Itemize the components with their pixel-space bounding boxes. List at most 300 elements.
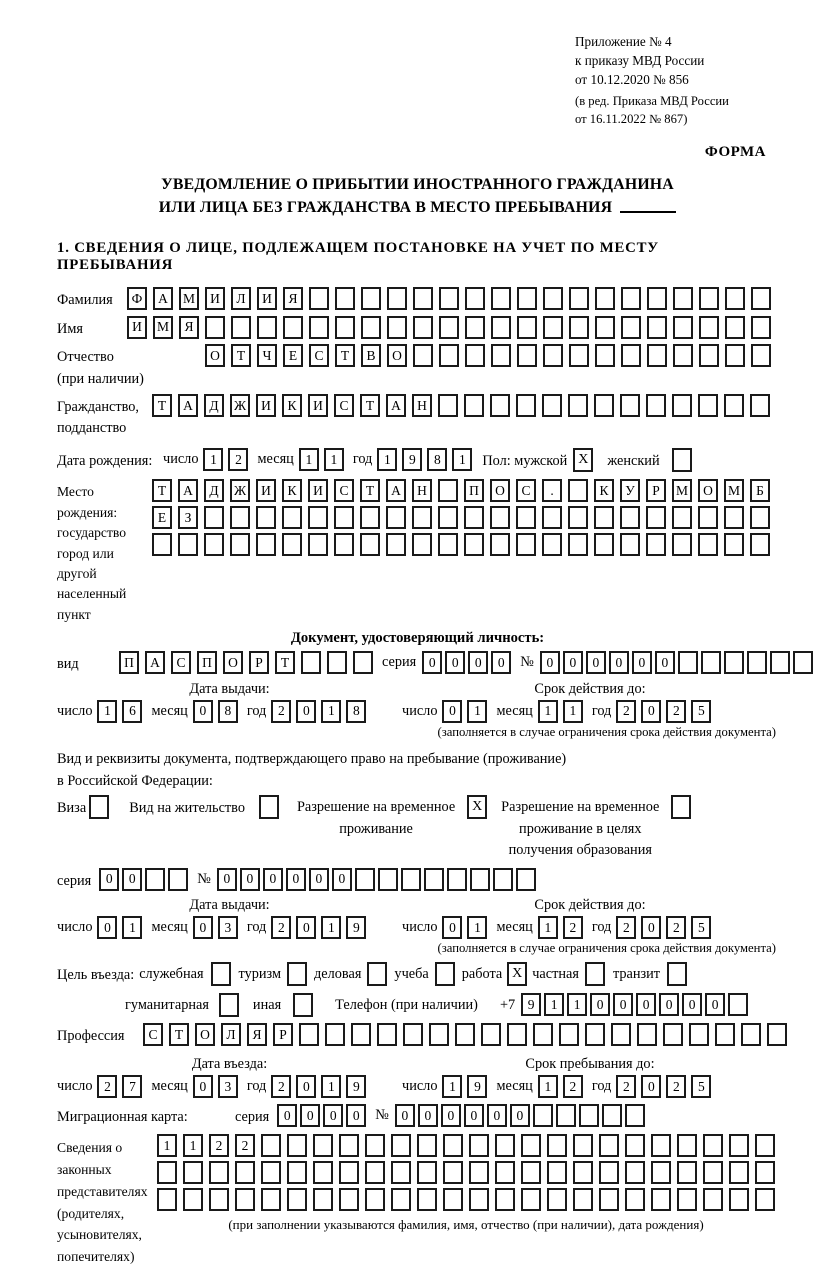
representatives-row2-cells-cell[interactable] bbox=[209, 1161, 229, 1184]
purpose-official-checkbox-cell[interactable] bbox=[211, 962, 231, 986]
given-name-cells-cell[interactable] bbox=[231, 316, 251, 339]
representatives-row2-cells-cell[interactable] bbox=[703, 1161, 723, 1184]
purpose-private-checkbox-cell[interactable] bbox=[585, 962, 605, 986]
citizenship-cells-cell[interactable]: К bbox=[282, 394, 302, 417]
purpose-tourism-checkbox-cell[interactable] bbox=[287, 962, 307, 986]
birth-place-row2-cells-cell[interactable]: Е bbox=[152, 506, 172, 529]
birth-place-row1-cells-cell[interactable]: Т bbox=[360, 479, 380, 502]
sex-male-checkbox-cell[interactable]: X bbox=[573, 448, 593, 472]
representatives-row3-cells-cell[interactable] bbox=[339, 1188, 359, 1211]
birth-place-row1-cells-cell[interactable]: О bbox=[490, 479, 510, 502]
purpose-business-checkbox-cell[interactable] bbox=[367, 962, 387, 986]
birth-place-row1-cells-cell[interactable]: С bbox=[516, 479, 536, 502]
purpose-work-checkbox-cell[interactable]: X bbox=[507, 962, 527, 986]
migration-card-series-cells-cell[interactable]: 0 bbox=[346, 1104, 366, 1127]
patronymic-cells-cell[interactable] bbox=[673, 344, 693, 367]
given-name-cells-cell[interactable] bbox=[543, 316, 563, 339]
profession-cells-cell[interactable] bbox=[715, 1023, 735, 1046]
citizenship-cells-cell[interactable] bbox=[438, 394, 458, 417]
birth-place-row1-cells-cell[interactable]: М bbox=[724, 479, 744, 502]
representatives-row1-cells-cell[interactable] bbox=[339, 1134, 359, 1157]
patronymic-cells-cell[interactable]: О bbox=[205, 344, 225, 367]
identity-doc-series-cells-cell[interactable]: 0 bbox=[422, 651, 442, 674]
stay-doc-number-cells-cell[interactable]: 0 bbox=[263, 868, 283, 891]
representatives-row2-cells-cell[interactable] bbox=[287, 1161, 307, 1184]
given-name-cells-cell[interactable] bbox=[751, 316, 771, 339]
patronymic-cells-cell[interactable] bbox=[517, 344, 537, 367]
profession-cells-cell[interactable] bbox=[325, 1023, 345, 1046]
birth-place-row1-cells-cell[interactable]: Ж bbox=[230, 479, 250, 502]
identity-doc-issue-date-year-cell[interactable]: 2 bbox=[271, 700, 291, 723]
representatives-row1-cells-cell[interactable] bbox=[547, 1134, 567, 1157]
birth-place-row3-cells-cell[interactable] bbox=[750, 533, 770, 556]
representatives-row3-cells-cell[interactable] bbox=[599, 1188, 619, 1211]
identity-doc-valid-date-year-cell[interactable]: 2 bbox=[666, 700, 686, 723]
sex-female-checkbox-cell[interactable] bbox=[672, 448, 692, 472]
identity-doc-valid-date-day-cell[interactable]: 0 bbox=[442, 700, 462, 723]
representatives-row1-cells-cell[interactable]: 2 bbox=[209, 1134, 229, 1157]
stay-doc-valid-date-month-cell[interactable]: 2 bbox=[563, 916, 583, 939]
birth-place-row1-cells-cell[interactable]: О bbox=[698, 479, 718, 502]
birth-place-row2-cells-cell[interactable] bbox=[568, 506, 588, 529]
birth-place-row1-cells-cell[interactable]: К bbox=[594, 479, 614, 502]
profession-cells-cell[interactable] bbox=[611, 1023, 631, 1046]
migration-card-number-cells-cell[interactable]: 0 bbox=[418, 1104, 438, 1127]
surname-cells-cell[interactable]: М bbox=[179, 287, 199, 310]
birth-place-row3-cells-cell[interactable] bbox=[282, 533, 302, 556]
entry-date-group-year-cell[interactable]: 0 bbox=[296, 1075, 316, 1098]
identity-doc-issue-date-day-cell[interactable]: 1 bbox=[97, 700, 117, 723]
birth-place-row2-cells-cell[interactable] bbox=[230, 506, 250, 529]
stay-until-date-group-day-cell[interactable]: 9 bbox=[467, 1075, 487, 1098]
birth-date-group-year-cell[interactable]: 1 bbox=[452, 448, 472, 471]
identity-doc-valid-date-month-cell[interactable]: 1 bbox=[563, 700, 583, 723]
profession-cells-cell[interactable] bbox=[429, 1023, 449, 1046]
surname-cells-cell[interactable] bbox=[439, 287, 459, 310]
birth-date-group-day-cell[interactable]: 2 bbox=[228, 448, 248, 471]
representatives-row3-cells-cell[interactable] bbox=[313, 1188, 333, 1211]
phone-cells-cell[interactable]: 1 bbox=[567, 993, 587, 1016]
representatives-row3-cells-cell[interactable] bbox=[677, 1188, 697, 1211]
stay-doc-number-cells-cell[interactable]: 0 bbox=[217, 868, 237, 891]
surname-cells-cell[interactable] bbox=[309, 287, 329, 310]
representatives-row2-cells-cell[interactable] bbox=[729, 1161, 749, 1184]
identity-doc-issue-date-month-cell[interactable]: 8 bbox=[218, 700, 238, 723]
birth-place-row2-cells-cell[interactable] bbox=[412, 506, 432, 529]
stay-doc-number-cells-cell[interactable] bbox=[493, 868, 513, 891]
profession-cells-cell[interactable]: Я bbox=[247, 1023, 267, 1046]
surname-cells-cell[interactable] bbox=[647, 287, 667, 310]
identity-doc-number-cells-cell[interactable] bbox=[747, 651, 767, 674]
birth-place-row2-cells-cell[interactable] bbox=[672, 506, 692, 529]
given-name-cells-cell[interactable]: Я bbox=[179, 316, 199, 339]
citizenship-cells-cell[interactable] bbox=[646, 394, 666, 417]
birth-place-row2-cells-cell[interactable] bbox=[256, 506, 276, 529]
birth-place-row2-cells-cell[interactable] bbox=[334, 506, 354, 529]
representatives-row1-cells-cell[interactable]: 2 bbox=[235, 1134, 255, 1157]
representatives-row2-cells-cell[interactable] bbox=[313, 1161, 333, 1184]
surname-cells-cell[interactable]: Ф bbox=[127, 287, 147, 310]
identity-doc-number-cells-cell[interactable]: 0 bbox=[655, 651, 675, 674]
stay-doc-issue-date-day-cell[interactable]: 1 bbox=[122, 916, 142, 939]
given-name-cells-cell[interactable] bbox=[491, 316, 511, 339]
given-name-cells-cell[interactable] bbox=[569, 316, 589, 339]
patronymic-cells-cell[interactable] bbox=[413, 344, 433, 367]
birth-place-row3-cells-cell[interactable] bbox=[698, 533, 718, 556]
birth-place-row2-cells-cell[interactable] bbox=[282, 506, 302, 529]
birth-date-group-month-cell[interactable]: 1 bbox=[299, 448, 319, 471]
representatives-row1-cells-cell[interactable]: 1 bbox=[157, 1134, 177, 1157]
birth-place-row1-cells-cell[interactable]: Р bbox=[646, 479, 666, 502]
identity-doc-type-cells-cell[interactable]: Р bbox=[249, 651, 269, 674]
identity-doc-type-cells-cell[interactable]: А bbox=[145, 651, 165, 674]
birth-date-group-month-cell[interactable]: 1 bbox=[324, 448, 344, 471]
birth-place-row1-cells-cell[interactable]: Б bbox=[750, 479, 770, 502]
birth-place-row2-cells-cell[interactable] bbox=[516, 506, 536, 529]
given-name-cells-cell[interactable] bbox=[699, 316, 719, 339]
citizenship-cells-cell[interactable] bbox=[568, 394, 588, 417]
given-name-cells-cell[interactable]: М bbox=[153, 316, 173, 339]
identity-doc-valid-date-year-cell[interactable]: 2 bbox=[616, 700, 636, 723]
citizenship-cells-cell[interactable] bbox=[464, 394, 484, 417]
given-name-cells-cell[interactable] bbox=[413, 316, 433, 339]
identity-doc-valid-date-year-cell[interactable]: 0 bbox=[641, 700, 661, 723]
migration-card-number-cells-cell[interactable]: 0 bbox=[441, 1104, 461, 1127]
profession-cells-cell[interactable] bbox=[481, 1023, 501, 1046]
stay-until-date-group-year-cell[interactable]: 0 bbox=[641, 1075, 661, 1098]
migration-card-number-cells-cell[interactable]: 0 bbox=[510, 1104, 530, 1127]
identity-doc-type-cells-cell[interactable] bbox=[327, 651, 347, 674]
birth-place-row3-cells-cell[interactable] bbox=[724, 533, 744, 556]
stay-doc-issue-date-year-cell[interactable]: 9 bbox=[346, 916, 366, 939]
profession-cells-cell[interactable] bbox=[559, 1023, 579, 1046]
identity-doc-number-cells-cell[interactable] bbox=[770, 651, 790, 674]
birth-place-row1-cells-cell[interactable]: П bbox=[464, 479, 484, 502]
representatives-row2-cells-cell[interactable] bbox=[495, 1161, 515, 1184]
representatives-row1-cells-cell[interactable] bbox=[495, 1134, 515, 1157]
profession-cells-cell[interactable] bbox=[377, 1023, 397, 1046]
patronymic-cells-cell[interactable] bbox=[595, 344, 615, 367]
patronymic-cells-cell[interactable]: В bbox=[361, 344, 381, 367]
birth-place-row3-cells-cell[interactable] bbox=[230, 533, 250, 556]
stay-doc-number-cells-cell[interactable] bbox=[378, 868, 398, 891]
phone-cells-cell[interactable]: 0 bbox=[636, 993, 656, 1016]
birth-place-row3-cells-cell[interactable] bbox=[464, 533, 484, 556]
patronymic-cells-cell[interactable] bbox=[569, 344, 589, 367]
profession-cells-cell[interactable]: Т bbox=[169, 1023, 189, 1046]
stay-doc-valid-date-month-cell[interactable]: 1 bbox=[538, 916, 558, 939]
profession-cells-cell[interactable] bbox=[403, 1023, 423, 1046]
identity-doc-number-cells-cell[interactable] bbox=[724, 651, 744, 674]
profession-cells-cell[interactable]: С bbox=[143, 1023, 163, 1046]
given-name-cells-cell[interactable] bbox=[439, 316, 459, 339]
migration-card-number-cells-cell[interactable]: 0 bbox=[464, 1104, 484, 1127]
stay-doc-number-cells-cell[interactable] bbox=[516, 868, 536, 891]
stay-doc-issue-date-month-cell[interactable]: 3 bbox=[218, 916, 238, 939]
given-name-cells-cell[interactable] bbox=[621, 316, 641, 339]
citizenship-cells-cell[interactable]: А bbox=[178, 394, 198, 417]
edu-residence-checkbox-cell[interactable] bbox=[671, 795, 691, 819]
profession-cells-cell[interactable] bbox=[455, 1023, 475, 1046]
identity-doc-valid-date-day-cell[interactable]: 1 bbox=[467, 700, 487, 723]
birth-date-group-year-cell[interactable]: 8 bbox=[427, 448, 447, 471]
representatives-row3-cells-cell[interactable] bbox=[391, 1188, 411, 1211]
birth-place-row1-cells-cell[interactable]: А bbox=[178, 479, 198, 502]
patronymic-cells-cell[interactable]: О bbox=[387, 344, 407, 367]
stay-doc-issue-date-year-cell[interactable]: 1 bbox=[321, 916, 341, 939]
entry-date-group-month-cell[interactable]: 0 bbox=[193, 1075, 213, 1098]
patronymic-cells-cell[interactable]: Т bbox=[335, 344, 355, 367]
phone-cells-cell[interactable]: 0 bbox=[705, 993, 725, 1016]
birth-place-row3-cells-cell[interactable] bbox=[672, 533, 692, 556]
representatives-row2-cells-cell[interactable] bbox=[183, 1161, 203, 1184]
birth-place-row2-cells-cell[interactable] bbox=[750, 506, 770, 529]
representatives-row3-cells-cell[interactable] bbox=[469, 1188, 489, 1211]
representatives-row1-cells-cell[interactable] bbox=[469, 1134, 489, 1157]
patronymic-cells-cell[interactable] bbox=[543, 344, 563, 367]
surname-cells-cell[interactable] bbox=[517, 287, 537, 310]
birth-place-row3-cells-cell[interactable] bbox=[152, 533, 172, 556]
representatives-row1-cells-cell[interactable] bbox=[365, 1134, 385, 1157]
representatives-row3-cells-cell[interactable] bbox=[625, 1188, 645, 1211]
birth-date-group-year-cell[interactable]: 1 bbox=[377, 448, 397, 471]
representatives-row2-cells-cell[interactable] bbox=[157, 1161, 177, 1184]
citizenship-cells-cell[interactable] bbox=[620, 394, 640, 417]
stay-doc-valid-date-year-cell[interactable]: 2 bbox=[666, 916, 686, 939]
birth-place-row3-cells-cell[interactable] bbox=[646, 533, 666, 556]
surname-cells-cell[interactable]: Л bbox=[231, 287, 251, 310]
identity-doc-type-cells-cell[interactable] bbox=[353, 651, 373, 674]
birth-place-row2-cells-cell[interactable] bbox=[464, 506, 484, 529]
phone-cells-cell[interactable]: 9 bbox=[521, 993, 541, 1016]
birth-place-row3-cells-cell[interactable] bbox=[178, 533, 198, 556]
given-name-cells-cell[interactable] bbox=[309, 316, 329, 339]
citizenship-cells-cell[interactable] bbox=[516, 394, 536, 417]
representatives-row3-cells-cell[interactable] bbox=[157, 1188, 177, 1211]
given-name-cells-cell[interactable] bbox=[647, 316, 667, 339]
stay-doc-valid-date-year-cell[interactable]: 5 bbox=[691, 916, 711, 939]
representatives-row2-cells-cell[interactable] bbox=[339, 1161, 359, 1184]
surname-cells-cell[interactable]: И bbox=[257, 287, 277, 310]
patronymic-cells-cell[interactable] bbox=[465, 344, 485, 367]
stay-doc-valid-date-day-cell[interactable]: 1 bbox=[467, 916, 487, 939]
birth-place-row2-cells-cell[interactable] bbox=[308, 506, 328, 529]
identity-doc-valid-date-year-cell[interactable]: 5 bbox=[691, 700, 711, 723]
representatives-row3-cells-cell[interactable] bbox=[287, 1188, 307, 1211]
citizenship-cells-cell[interactable]: Т bbox=[152, 394, 172, 417]
migration-card-number-cells-cell[interactable] bbox=[579, 1104, 599, 1127]
visa-checkbox-cell[interactable] bbox=[89, 795, 109, 819]
surname-cells-cell[interactable] bbox=[413, 287, 433, 310]
phone-cells-cell[interactable]: 0 bbox=[613, 993, 633, 1016]
identity-doc-number-cells-cell[interactable] bbox=[678, 651, 698, 674]
identity-doc-issue-date-year-cell[interactable]: 0 bbox=[296, 700, 316, 723]
representatives-row1-cells-cell[interactable]: 1 bbox=[183, 1134, 203, 1157]
birth-place-row1-cells-cell[interactable]: . bbox=[542, 479, 562, 502]
representatives-row2-cells-cell[interactable] bbox=[365, 1161, 385, 1184]
stay-doc-number-cells-cell[interactable] bbox=[401, 868, 421, 891]
profession-cells-cell[interactable] bbox=[689, 1023, 709, 1046]
identity-doc-number-cells-cell[interactable]: 0 bbox=[563, 651, 583, 674]
birth-place-row2-cells-cell[interactable] bbox=[646, 506, 666, 529]
stay-doc-number-cells-cell[interactable]: 0 bbox=[309, 868, 329, 891]
stay-doc-series-cells-cell[interactable]: 0 bbox=[99, 868, 119, 891]
surname-cells-cell[interactable] bbox=[725, 287, 745, 310]
birth-place-row2-cells-cell[interactable] bbox=[438, 506, 458, 529]
birth-place-row3-cells-cell[interactable] bbox=[542, 533, 562, 556]
citizenship-cells-cell[interactable] bbox=[490, 394, 510, 417]
profession-cells-cell[interactable]: Л bbox=[221, 1023, 241, 1046]
representatives-row1-cells-cell[interactable] bbox=[651, 1134, 671, 1157]
identity-doc-issue-date-year-cell[interactable]: 1 bbox=[321, 700, 341, 723]
birth-place-row1-cells-cell[interactable]: К bbox=[282, 479, 302, 502]
citizenship-cells-cell[interactable]: С bbox=[334, 394, 354, 417]
birth-place-row3-cells-cell[interactable] bbox=[490, 533, 510, 556]
surname-cells-cell[interactable] bbox=[543, 287, 563, 310]
birth-place-row2-cells-cell[interactable] bbox=[594, 506, 614, 529]
birth-place-row3-cells-cell[interactable] bbox=[438, 533, 458, 556]
birth-place-row3-cells-cell[interactable] bbox=[334, 533, 354, 556]
birth-place-row1-cells-cell[interactable]: И bbox=[256, 479, 276, 502]
profession-cells-cell[interactable] bbox=[585, 1023, 605, 1046]
stay-doc-valid-date-year-cell[interactable]: 0 bbox=[641, 916, 661, 939]
citizenship-cells-cell[interactable]: Д bbox=[204, 394, 224, 417]
identity-doc-type-cells-cell[interactable]: П bbox=[119, 651, 139, 674]
phone-cells-cell[interactable]: 0 bbox=[590, 993, 610, 1016]
stay-until-date-group-month-cell[interactable]: 2 bbox=[563, 1075, 583, 1098]
birth-place-row1-cells-cell[interactable]: С bbox=[334, 479, 354, 502]
given-name-cells-cell[interactable] bbox=[387, 316, 407, 339]
entry-date-group-day-cell[interactable]: 7 bbox=[122, 1075, 142, 1098]
migration-card-number-cells-cell[interactable]: 0 bbox=[395, 1104, 415, 1127]
birth-place-row3-cells-cell[interactable] bbox=[386, 533, 406, 556]
representatives-row3-cells-cell[interactable] bbox=[495, 1188, 515, 1211]
migration-card-number-cells-cell[interactable]: 0 bbox=[487, 1104, 507, 1127]
citizenship-cells-cell[interactable] bbox=[672, 394, 692, 417]
profession-cells-cell[interactable] bbox=[351, 1023, 371, 1046]
representatives-row2-cells-cell[interactable] bbox=[573, 1161, 593, 1184]
birth-date-group-year-cell[interactable]: 9 bbox=[402, 448, 422, 471]
representatives-row1-cells-cell[interactable] bbox=[521, 1134, 541, 1157]
birth-place-row2-cells-cell[interactable] bbox=[386, 506, 406, 529]
representatives-row1-cells-cell[interactable] bbox=[755, 1134, 775, 1157]
identity-doc-valid-date-month-cell[interactable]: 1 bbox=[538, 700, 558, 723]
stay-doc-number-cells-cell[interactable]: 0 bbox=[240, 868, 260, 891]
profession-cells-cell[interactable] bbox=[663, 1023, 683, 1046]
representatives-row1-cells-cell[interactable] bbox=[573, 1134, 593, 1157]
given-name-cells-cell[interactable] bbox=[465, 316, 485, 339]
stay-doc-number-cells-cell[interactable]: 0 bbox=[332, 868, 352, 891]
stay-doc-number-cells-cell[interactable] bbox=[447, 868, 467, 891]
birth-place-row2-cells-cell[interactable]: З bbox=[178, 506, 198, 529]
representatives-row3-cells-cell[interactable] bbox=[209, 1188, 229, 1211]
given-name-cells-cell[interactable] bbox=[283, 316, 303, 339]
birth-place-row3-cells-cell[interactable] bbox=[204, 533, 224, 556]
stay-doc-valid-date-day-cell[interactable]: 0 bbox=[442, 916, 462, 939]
migration-card-series-cells-cell[interactable]: 0 bbox=[277, 1104, 297, 1127]
citizenship-cells-cell[interactable]: Ж bbox=[230, 394, 250, 417]
representatives-row1-cells-cell[interactable] bbox=[287, 1134, 307, 1157]
profession-cells-cell[interactable] bbox=[299, 1023, 319, 1046]
given-name-cells-cell[interactable] bbox=[673, 316, 693, 339]
stay-doc-series-cells-cell[interactable] bbox=[145, 868, 165, 891]
birth-place-row1-cells-cell[interactable]: Н bbox=[412, 479, 432, 502]
given-name-cells-cell[interactable] bbox=[517, 316, 537, 339]
representatives-row1-cells-cell[interactable] bbox=[313, 1134, 333, 1157]
representatives-row3-cells-cell[interactable] bbox=[755, 1188, 775, 1211]
birth-place-row3-cells-cell[interactable] bbox=[568, 533, 588, 556]
given-name-cells-cell[interactable] bbox=[595, 316, 615, 339]
representatives-row3-cells-cell[interactable] bbox=[261, 1188, 281, 1211]
identity-doc-type-cells-cell[interactable]: О bbox=[223, 651, 243, 674]
stay-doc-number-cells-cell[interactable] bbox=[470, 868, 490, 891]
profession-cells-cell[interactable] bbox=[637, 1023, 657, 1046]
birth-place-row2-cells-cell[interactable] bbox=[724, 506, 744, 529]
identity-doc-number-cells-cell[interactable]: 0 bbox=[632, 651, 652, 674]
entry-date-group-year-cell[interactable]: 2 bbox=[271, 1075, 291, 1098]
entry-date-group-day-cell[interactable]: 2 bbox=[97, 1075, 117, 1098]
birth-place-row1-cells-cell[interactable]: У bbox=[620, 479, 640, 502]
patronymic-cells-cell[interactable] bbox=[621, 344, 641, 367]
representatives-row3-cells-cell[interactable] bbox=[573, 1188, 593, 1211]
stay-until-date-group-month-cell[interactable]: 1 bbox=[538, 1075, 558, 1098]
citizenship-cells-cell[interactable]: Т bbox=[360, 394, 380, 417]
representatives-row3-cells-cell[interactable] bbox=[365, 1188, 385, 1211]
representatives-row2-cells-cell[interactable] bbox=[755, 1161, 775, 1184]
identity-doc-series-cells-cell[interactable]: 0 bbox=[468, 651, 488, 674]
representatives-row1-cells-cell[interactable] bbox=[703, 1134, 723, 1157]
stay-until-date-group-year-cell[interactable]: 2 bbox=[666, 1075, 686, 1098]
birth-place-row2-cells-cell[interactable] bbox=[620, 506, 640, 529]
representatives-row1-cells-cell[interactable] bbox=[443, 1134, 463, 1157]
birth-place-row1-cells-cell[interactable]: М bbox=[672, 479, 692, 502]
representatives-row2-cells-cell[interactable] bbox=[521, 1161, 541, 1184]
stay-doc-number-cells-cell[interactable] bbox=[355, 868, 375, 891]
surname-cells-cell[interactable]: Я bbox=[283, 287, 303, 310]
surname-cells-cell[interactable] bbox=[335, 287, 355, 310]
citizenship-cells-cell[interactable]: Н bbox=[412, 394, 432, 417]
migration-card-series-cells-cell[interactable]: 0 bbox=[300, 1104, 320, 1127]
identity-doc-issue-date-month-cell[interactable]: 0 bbox=[193, 700, 213, 723]
patronymic-cells-cell[interactable] bbox=[491, 344, 511, 367]
representatives-row3-cells-cell[interactable] bbox=[235, 1188, 255, 1211]
identity-doc-type-cells-cell[interactable] bbox=[301, 651, 321, 674]
identity-doc-number-cells-cell[interactable]: 0 bbox=[586, 651, 606, 674]
given-name-cells-cell[interactable] bbox=[361, 316, 381, 339]
representatives-row1-cells-cell[interactable] bbox=[677, 1134, 697, 1157]
stay-doc-issue-date-month-cell[interactable]: 0 bbox=[193, 916, 213, 939]
patronymic-cells-cell[interactable]: Ч bbox=[257, 344, 277, 367]
representatives-row3-cells-cell[interactable] bbox=[521, 1188, 541, 1211]
stay-doc-series-cells-cell[interactable] bbox=[168, 868, 188, 891]
identity-doc-issue-date-day-cell[interactable]: 6 bbox=[122, 700, 142, 723]
representatives-row3-cells-cell[interactable] bbox=[547, 1188, 567, 1211]
representatives-row1-cells-cell[interactable] bbox=[599, 1134, 619, 1157]
given-name-cells-cell[interactable] bbox=[725, 316, 745, 339]
representatives-row3-cells-cell[interactable] bbox=[651, 1188, 671, 1211]
purpose-study-checkbox-cell[interactable] bbox=[435, 962, 455, 986]
entry-date-group-year-cell[interactable]: 9 bbox=[346, 1075, 366, 1098]
birth-place-row1-cells-cell[interactable] bbox=[568, 479, 588, 502]
representatives-row1-cells-cell[interactable] bbox=[417, 1134, 437, 1157]
identity-doc-type-cells-cell[interactable]: Т bbox=[275, 651, 295, 674]
stay-doc-series-cells-cell[interactable]: 0 bbox=[122, 868, 142, 891]
representatives-row2-cells-cell[interactable] bbox=[677, 1161, 697, 1184]
surname-cells-cell[interactable] bbox=[751, 287, 771, 310]
citizenship-cells-cell[interactable] bbox=[542, 394, 562, 417]
representatives-row1-cells-cell[interactable] bbox=[261, 1134, 281, 1157]
surname-cells-cell[interactable] bbox=[569, 287, 589, 310]
